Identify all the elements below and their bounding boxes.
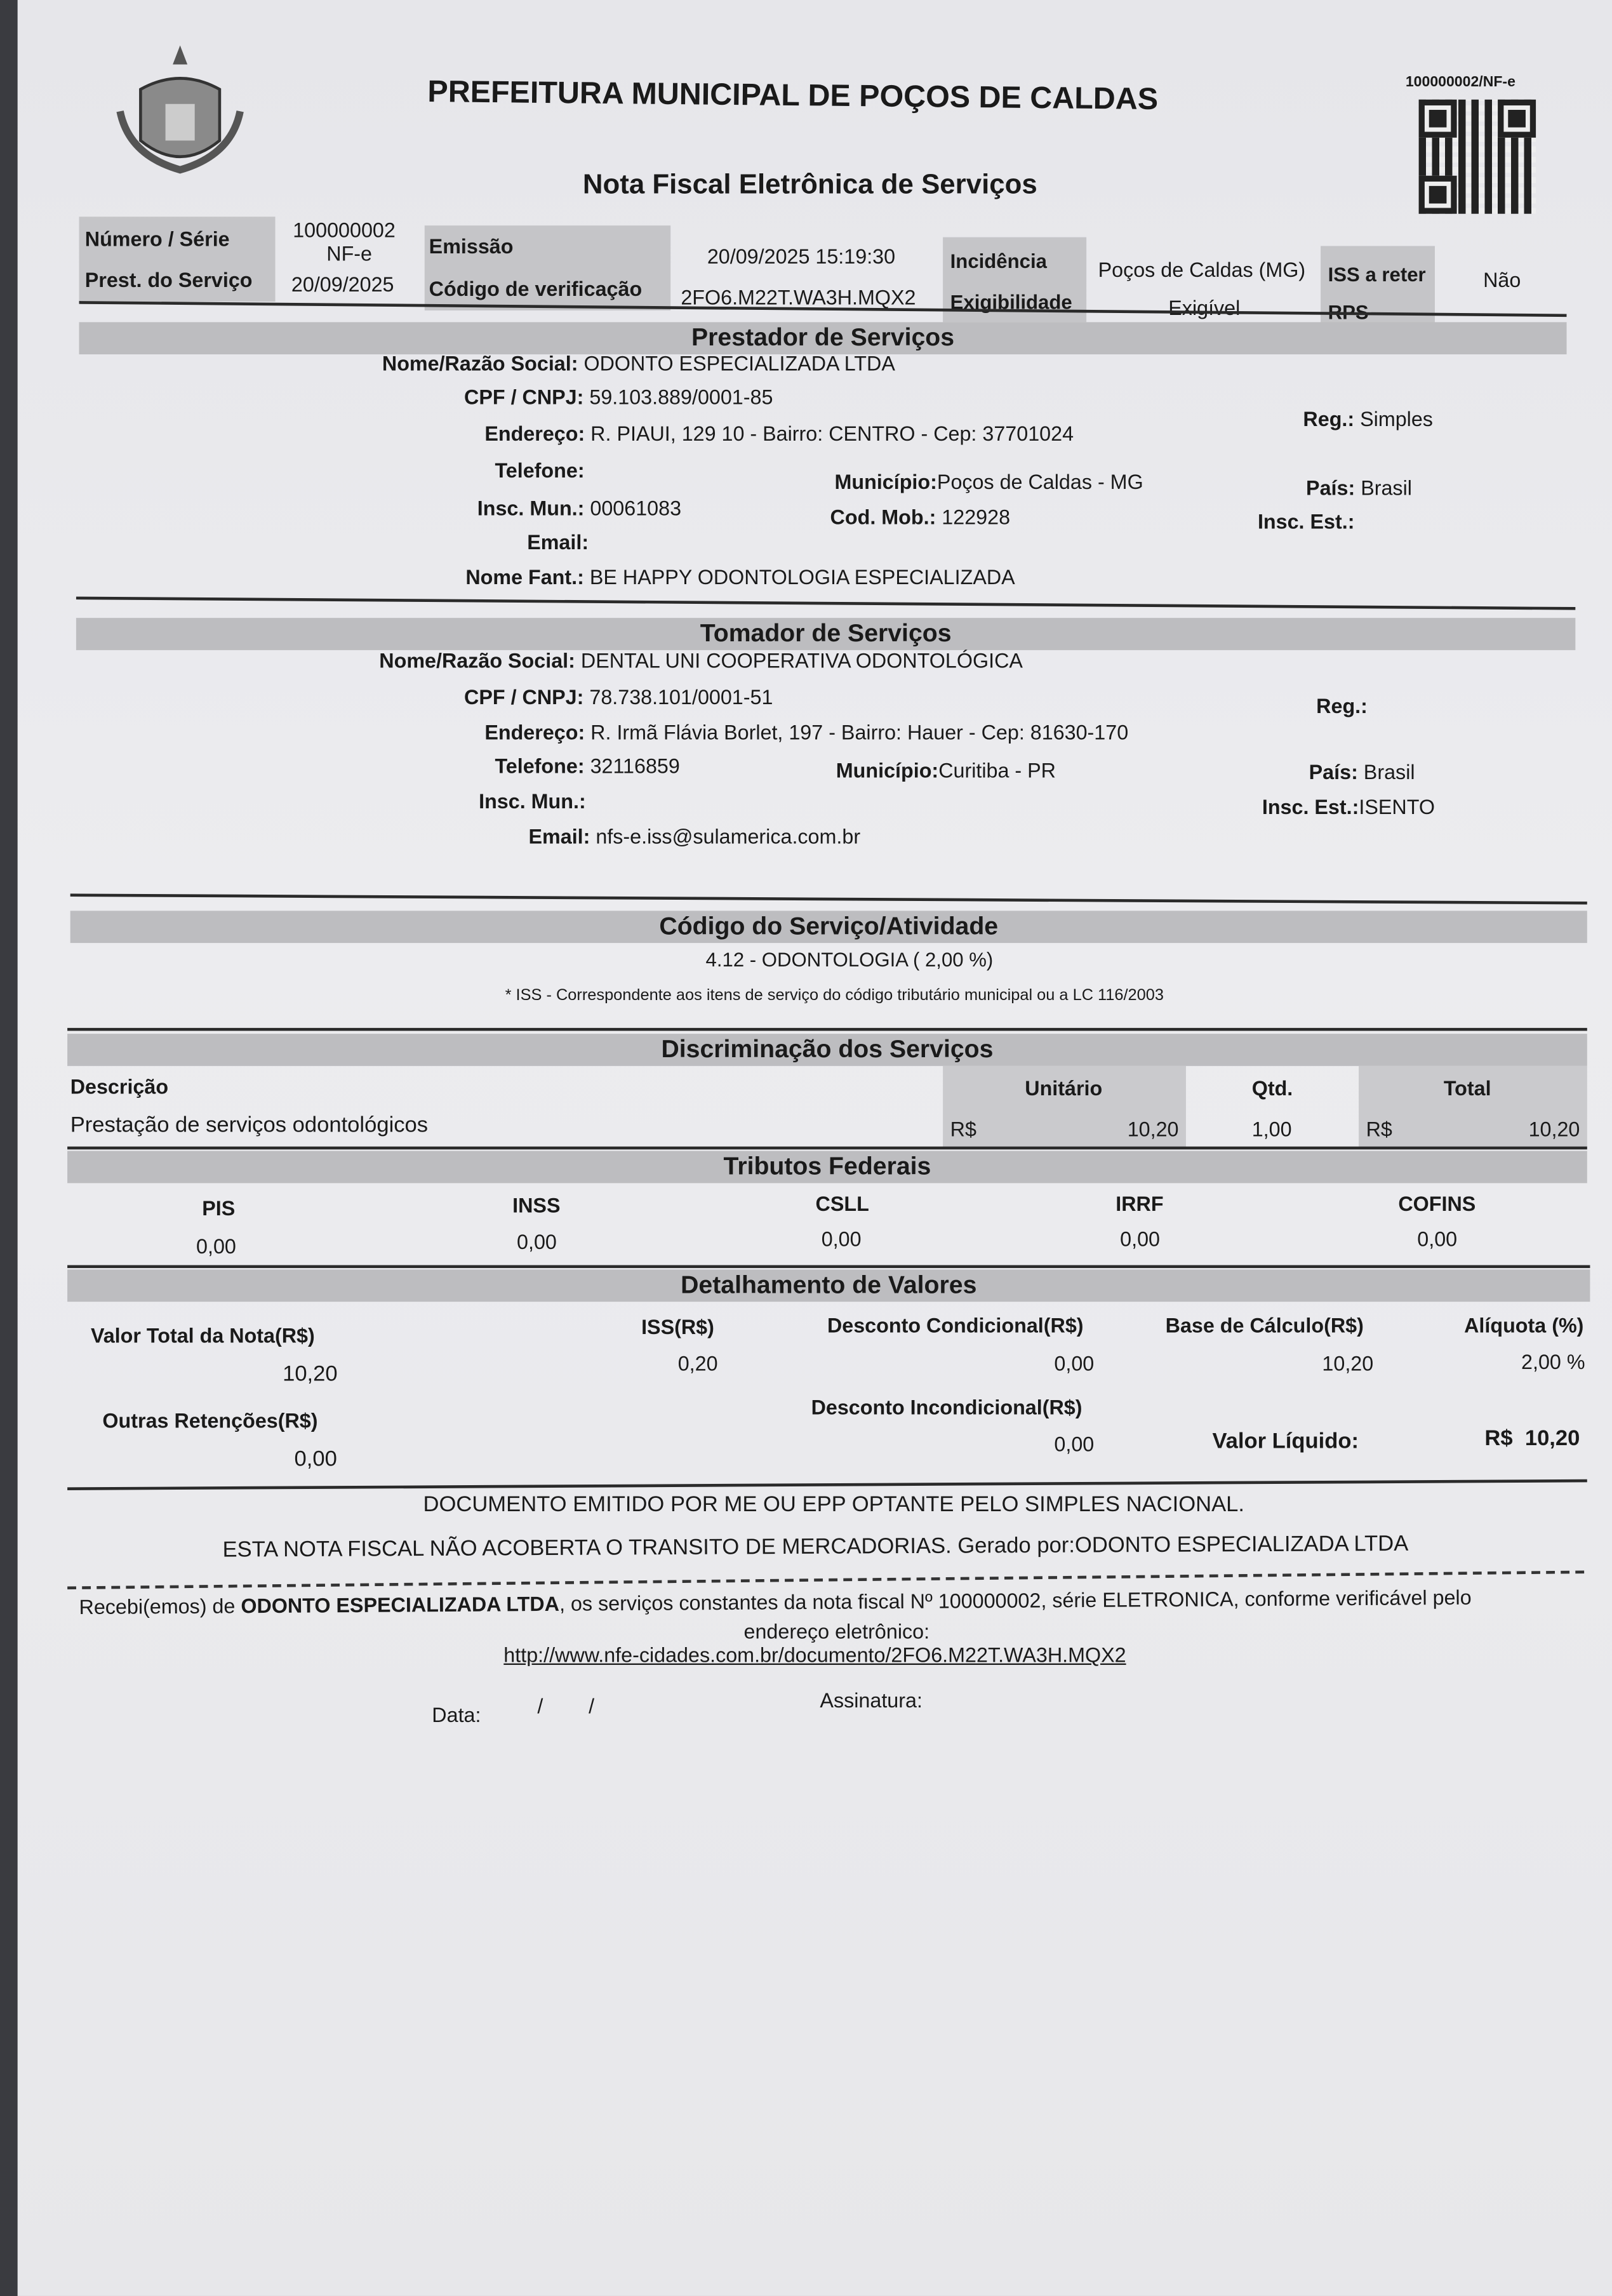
emissao-label: Emissão <box>429 234 514 258</box>
simples-notice: DOCUMENTO EMITIDO POR ME OU EPP OPTANTE PELO SIMPLES NACIONAL. <box>423 1492 1245 1518</box>
prestador-endereco-label: Endereço: <box>484 422 585 446</box>
col-total: Total <box>1443 1076 1491 1100</box>
tomador-email: nfs-e.iss@sulamerica.com.br <box>596 824 861 848</box>
tributo-inss-value: 0,00 <box>517 1230 557 1254</box>
tomador-nome: DENTAL UNI COOPERATIVA ODONTOLÓGICA <box>580 648 1023 672</box>
tomador-heading: Tomador de Serviços <box>76 618 1575 650</box>
tomador-email-label: Email: <box>528 824 590 848</box>
incidencia-value: Poços de Caldas (MG) <box>1098 257 1306 281</box>
tomador-municipio-label: Município: <box>836 758 939 782</box>
prestador-nome-label: Nome/Razão Social: <box>382 351 578 375</box>
numero-value: 100000002 <box>293 218 396 242</box>
transito-notice: ESTA NOTA FISCAL NÃO ACOBERTA O TRANSITO DE MERCADORIAS. Gerado por:ODONTO ESPECIALIZADA LTDA <box>222 1531 1409 1563</box>
tributo-pis-value: 0,00 <box>196 1234 236 1258</box>
valor-liquido: R$ 10,20 <box>1484 1426 1580 1452</box>
recebi-line2: endereço eletrônico: <box>743 1619 930 1643</box>
header-subtitle: Nota Fiscal Eletrônica de Serviços <box>582 170 1037 201</box>
tributo-cofins-value: 0,00 <box>1417 1227 1458 1251</box>
valores-heading: Detalhamento de Valores <box>67 1269 1590 1302</box>
tomador-cnpj: 78.738.101/0001-51 <box>589 685 773 709</box>
row-qtd: 1,00 <box>1251 1117 1292 1141</box>
aliquota: 2,00 % <box>1521 1350 1585 1374</box>
data-value: / / <box>537 1694 595 1718</box>
prestador-nome: ODONTO ESPECIALIZADA LTDA <box>583 351 895 375</box>
prestador-cnpj-label: CPF / CNPJ: <box>464 385 584 409</box>
serie-value: NF-e <box>326 241 373 265</box>
tributos-heading: Tributos Federais <box>67 1151 1587 1184</box>
iss-reter-label: ISS a reter <box>1328 264 1426 286</box>
qr-caption: 100000002/NF-e <box>1405 74 1515 91</box>
col-unitario: Unitário <box>1025 1076 1103 1100</box>
verification-link[interactable]: http://www.nfe-cidades.com.br/documento/2FO6.M22T.WA3H.MQX2 <box>503 1643 1126 1667</box>
prestador-fantasia-label: Nome Fant.: <box>465 565 584 589</box>
tributo-irrf-value: 0,00 <box>1120 1227 1161 1251</box>
valor-liquido-label: Valor Líquido: <box>1212 1429 1359 1454</box>
base-calculo-label: Base de Cálculo(R$) <box>1165 1313 1364 1337</box>
row-unitario: 10,20 <box>1127 1117 1179 1141</box>
exigibilidade-value: Exigível <box>1168 295 1241 319</box>
tributo-cofins-label: COFINS <box>1398 1192 1476 1216</box>
nfse-document <box>18 0 1612 2296</box>
iss-value: 0,20 <box>677 1351 718 1375</box>
desconto-incondicional: 0,00 <box>1054 1432 1095 1456</box>
tributo-inss-label: INSS <box>512 1193 561 1217</box>
tomador-cnpj-label: CPF / CNPJ: <box>464 685 584 709</box>
tributo-csll-value: 0,00 <box>821 1227 862 1251</box>
desconto-incondicional-label: Desconto Incondicional(R$) <box>811 1395 1082 1419</box>
recebi-prefix: Recebi(emos) de <box>79 1594 241 1619</box>
valor-total-label: Valor Total da Nota(R$) <box>90 1323 315 1347</box>
prestador-cnpj: 59.103.889/0001-85 <box>589 385 773 409</box>
prestador-pais-label: País: <box>1306 476 1356 500</box>
prestador-insc-mun: 00061083 <box>590 496 682 520</box>
iss-reter-value: Não <box>1483 268 1521 291</box>
row-total: 10,20 <box>1528 1117 1580 1141</box>
desconto-condicional: 0,00 <box>1054 1351 1095 1375</box>
row-currency-unit: R$ <box>950 1117 976 1141</box>
valor-total: 10,20 <box>283 1361 338 1387</box>
discriminacao-heading: Discriminação dos Serviços <box>67 1034 1587 1066</box>
tomador-reg-label: Reg.: <box>1316 694 1368 718</box>
prestador-fantasia: BE HAPPY ODONTOLOGIA ESPECIALIZADA <box>589 565 1015 589</box>
row-currency-total: R$ <box>1366 1117 1392 1141</box>
qr-code-icon <box>1419 100 1536 214</box>
recebi-suffix: , os serviços constantes da nota fiscal Nº 100000002, série ELETRONICA, conforme verificável pelo <box>559 1585 1472 1615</box>
codigo-label: Código de verificação <box>429 276 643 300</box>
tomador-insc-mun-label: Insc. Mun.: <box>479 789 586 813</box>
prestador-endereco: R. PIAUI, 129 10 - Bairro: CENTRO - Cep: 37701024 <box>590 422 1074 446</box>
tomador-insc-est: ISENTO <box>1359 795 1435 819</box>
recebimento-text <box>79 1585 1471 1619</box>
prestador-municipio: Poços de Caldas - MG <box>936 470 1143 494</box>
tomador-nome-label: Nome/Razão Social: <box>379 648 575 672</box>
prestador-telefone-label: Telefone: <box>495 458 585 482</box>
tomador-pais-label: País: <box>1309 759 1358 784</box>
prestador-reg: Simples <box>1360 407 1433 431</box>
outras-retencoes-label: Outras Retenções(R$) <box>102 1408 318 1432</box>
tomador-municipio: Curitiba - PR <box>938 758 1056 782</box>
aliquota-label: Alíquota (%) <box>1464 1313 1584 1337</box>
base-calculo: 10,20 <box>1322 1351 1374 1375</box>
tomador-telefone-label: Telefone: <box>495 754 585 778</box>
tributo-pis-label: PIS <box>202 1196 236 1220</box>
iss-label: ISS(R$) <box>641 1314 714 1338</box>
emissao-value: 20/09/2025 15:19:30 <box>707 244 896 269</box>
prestador-insc-est-label: Insc. Est.: <box>1257 509 1355 533</box>
header-title: PREFEITURA MUNICIPAL DE POÇOS DE CALDAS <box>427 75 1159 117</box>
col-descricao: Descrição <box>70 1074 169 1098</box>
servico-nota: * ISS - Correspondente aos itens de serviço do código tributário municipal ou a LC 116/2003 <box>505 987 1164 1005</box>
recebi-company: ODONTO ESPECIALIZADA LTDA <box>241 1591 560 1618</box>
prestador-reg-label: Reg.: <box>1303 407 1355 431</box>
prestador-heading: Prestador de Serviços <box>79 322 1567 354</box>
coat-of-arms-icon <box>114 38 246 177</box>
tomador-insc-est-label: Insc. Est.: <box>1262 795 1359 819</box>
tomador-endereco: R. Irmã Flávia Borlet, 197 - Bairro: Hauer - Cep: 81630-170 <box>590 720 1129 744</box>
servico-codigo: 4.12 - ODONTOLOGIA ( 2,00 %) <box>705 949 994 971</box>
prestador-municipio-label: Município: <box>834 470 937 494</box>
prestador-pais: Brasil <box>1361 476 1412 500</box>
codigo-value: 2FO6.M22T.WA3H.MQX2 <box>681 285 916 309</box>
servico-heading: Código do Serviço/Atividade <box>70 911 1587 943</box>
numero-label: Número / Série <box>84 227 230 251</box>
incidencia-label: Incidência <box>950 250 1047 272</box>
prestador-email-label: Email: <box>527 530 589 554</box>
assinatura-label: Assinatura: <box>820 1688 923 1712</box>
prest-label: Prest. do Serviço <box>84 268 253 291</box>
tributo-csll-label: CSLL <box>815 1192 869 1216</box>
tomador-telefone: 32116859 <box>590 754 680 778</box>
prestador-cod-mob: 122928 <box>942 505 1011 529</box>
data-label: Data: <box>432 1702 481 1726</box>
tomador-endereco-label: Endereço: <box>484 720 585 744</box>
row-descricao: Prestação de serviços odontológicos <box>70 1112 429 1138</box>
tributo-irrf-label: IRRF <box>1116 1192 1164 1216</box>
tomador-pais: Brasil <box>1363 759 1415 784</box>
outras-retencoes: 0,00 <box>294 1446 337 1472</box>
col-qtd: Qtd. <box>1251 1076 1293 1100</box>
prestador-cod-mob-label: Cod. Mob.: <box>830 505 936 529</box>
exigibilidade-label: Exigibilidade <box>950 291 1072 314</box>
prestador-insc-mun-label: Insc. Mun.: <box>477 496 585 520</box>
desconto-condicional-label: Desconto Condicional(R$) <box>827 1313 1084 1337</box>
prest-value: 20/09/2025 <box>291 272 394 296</box>
